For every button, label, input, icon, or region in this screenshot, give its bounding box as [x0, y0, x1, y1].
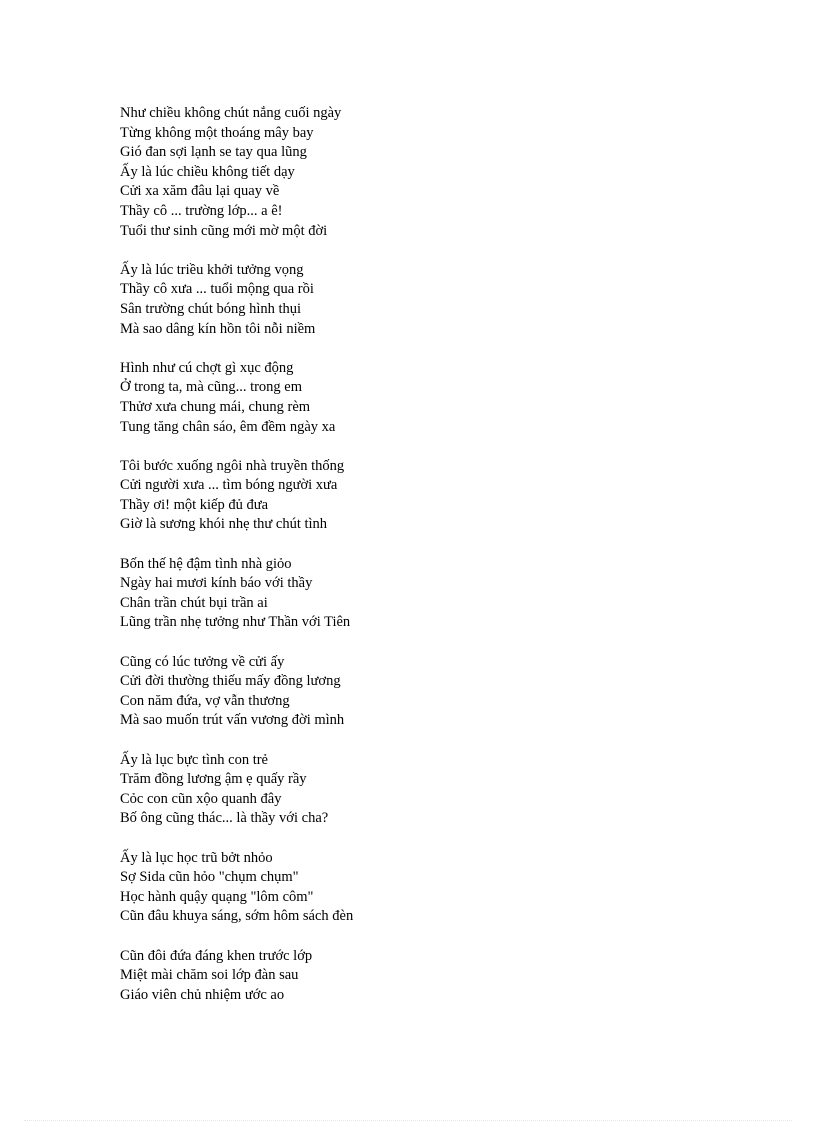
poem-line: Trăm đồng lương ậm ẹ quấy rầy: [120, 771, 307, 788]
poem-line: Chân trần chút bụi trần ai: [120, 594, 268, 611]
poem-line: Cửi đời thường thiếu mấy đồng lương: [120, 673, 341, 690]
page-bottom-edge: [24, 1120, 792, 1121]
poem-line: Ấy là lúc triều khởi tưởng vọng: [120, 261, 304, 278]
poem-line: Bố ông cũng thác... là thầy với cha?: [120, 810, 329, 827]
poem-line: Sợ Sida cũn hỏo "chụm chụm": [120, 869, 299, 886]
poem-line: Tung tăng chân sáo, êm đềm ngày xa: [120, 418, 336, 435]
poem-line: Ấy là lục học trũ bởt nhỏo: [120, 849, 273, 866]
poem-line: Ngày hai mươi kính báo với thầy: [120, 575, 313, 592]
poem-line: Tôi bước xuống ngôi nhà truyền thống: [120, 457, 345, 474]
poem-stanza: [120, 555, 720, 633]
poem-line: Cửi người xưa ... tìm bóng người xưa: [120, 477, 338, 494]
poem-line: Tuổi thư sinh cũng mới mờ một đời: [120, 222, 328, 239]
poem-stanza: [120, 849, 720, 927]
poem-line: Bốn thế hệ đậm tình nhà giỏo: [120, 555, 292, 572]
poem-line: Thửơ xưa chung mái, chung rèm: [120, 398, 311, 415]
poem-stanza: [120, 947, 720, 1006]
poem-line: Cửi xa xăm đâu lại quay về: [120, 183, 280, 200]
poem-line: Cũn đôi đứa đáng khen trước lớp: [120, 947, 313, 964]
poem-line: Ở trong ta, mà cũng... trong em: [120, 379, 303, 396]
poem-line: Miệt mài chăm soi lớp đàn sau: [120, 967, 299, 984]
poem-line: Con năm đứa, vợ vẫn thương: [120, 692, 290, 709]
poem-line: Cũng có lúc tưởng về cửi ấy: [120, 653, 285, 670]
poem-line: Cỏc con cũn xộo quanh đây: [120, 790, 282, 807]
poem-body: [120, 104, 720, 1025]
poem-line: Mà sao muốn trút vấn vương đời mình: [120, 712, 345, 729]
poem-line: Sân trường chút bóng hình thụi: [120, 300, 302, 317]
poem-line: Thầy cô ... trường lớp... a ê!: [120, 202, 283, 219]
poem-line: Ấy là lúc chiều không tiết dạy: [120, 163, 295, 180]
poem-line: Lũng trần nhẹ tưởng như Thần với Tiên: [120, 614, 351, 631]
poem-line: Thầy ơi! một kiếp đủ đưa: [120, 496, 269, 513]
poem-line: Học hành quậy quạng "lôm côm": [120, 888, 314, 905]
poem-stanza: [120, 359, 720, 437]
poem-stanza: [120, 751, 720, 829]
poem-line: Gió đan sợi lạnh se tay qua lũng: [120, 144, 307, 161]
poem-stanza: [120, 653, 720, 731]
poem-line: Mà sao dâng kín hồn tôi nỗi niềm: [120, 320, 316, 337]
poem-line: Giáo viên chủ nhiệm ước ao: [120, 986, 285, 1003]
poem-stanza: [120, 104, 720, 241]
poem-line: Như chiều không chút nắng cuối ngày: [120, 105, 342, 121]
poem-line: Giờ là sương khói nhẹ thư chút tình: [120, 516, 328, 533]
poem-line: Từng không một thoáng mây bay: [120, 124, 314, 141]
poem-stanza: [120, 457, 720, 535]
poem-line: Ấy là lục bực tình con trẻ: [120, 751, 268, 768]
poem-line: Cũn đâu khuya sáng, sớm hôm sách đèn: [120, 908, 354, 925]
poem-line: Hình như cú chợt gì xục động: [120, 359, 294, 376]
poem-line: Thầy cô xưa ... tuổi mộng qua rồi: [120, 281, 314, 298]
poem-stanza: [120, 261, 720, 339]
